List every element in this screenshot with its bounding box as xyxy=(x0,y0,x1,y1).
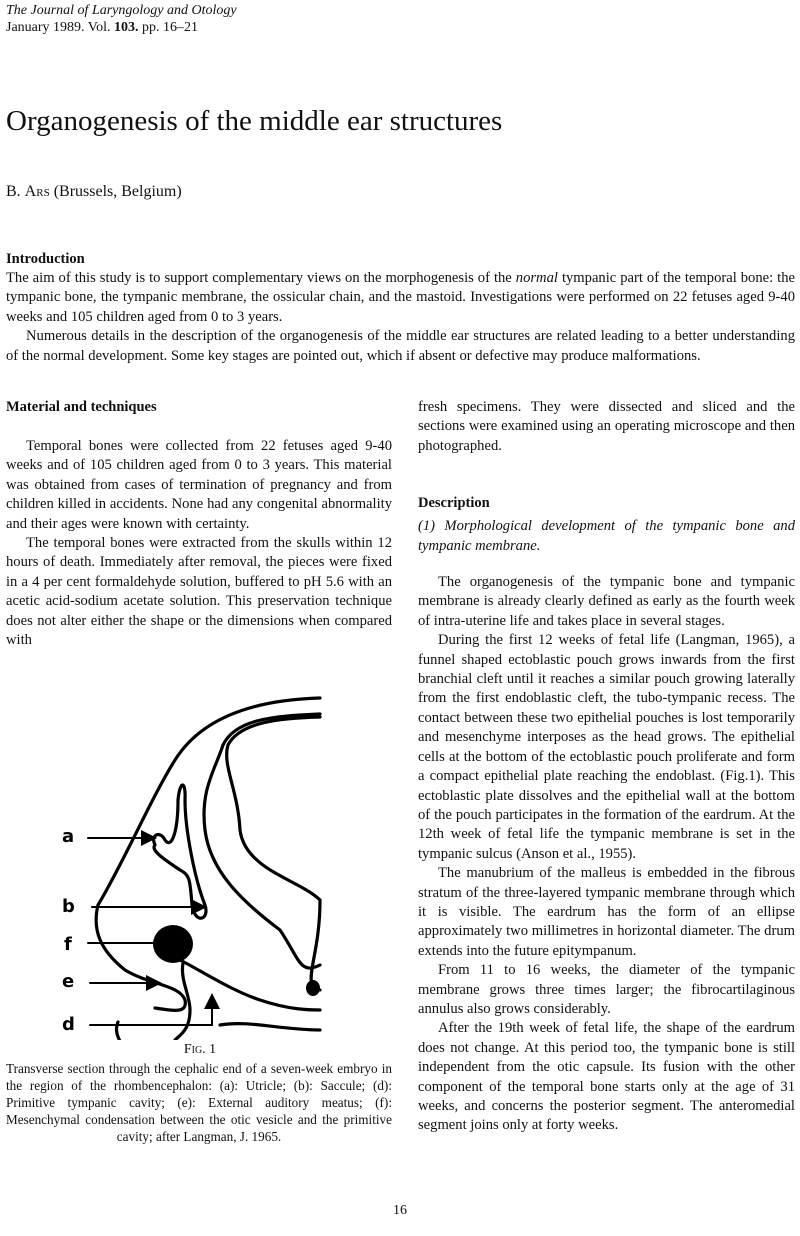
author-surname: Ars xyxy=(24,183,50,200)
page-number: 16 xyxy=(393,1203,407,1218)
paragraph: After the 19th week of fetal life, the shape of the eardrum does not change. At this period too, the tympanic bone is still independent from the otic capsule. Its fusion with the other component of the temporal bone starts only at the age of 31 weeks, and concerns the posterior segment. The anteromedial segment joins only at forty weeks. xyxy=(418,1020,795,1134)
issue-date: January 1989. Vol. xyxy=(6,20,114,35)
author-affiliation: (Brussels, Belgium) xyxy=(49,183,182,200)
paragraph: Numerous details in the description of the organogenesis of the middle ear structures are related leading to a better understanding of the normal development. Some key stages are pointed out, which if absent or defective may produce malformations. xyxy=(6,328,795,364)
text: The aim of this study is to support complementary views on the morphogenesis of the xyxy=(6,270,516,286)
journal-header xyxy=(6,2,237,36)
pages: pp. 16–21 xyxy=(138,20,198,35)
text: tympanic part of the temporal bone: the tympanic bone, the tympanic membrane, the ossicular chain, and the mastoid. Investigations were performed on 22 fetuses aged 9-40 weeks and 105 children aged from 0 to 3 years. xyxy=(6,270,795,325)
paragraph: The manubrium of the malleus is embedded in the fibrous stratum of the three-layered tympanic membrane through which it is visible. The eardrum has the form of an ellipse approximately two millimetres in horizontal diameter. The drum extends into the future epitympanum. xyxy=(418,865,795,959)
inner-contour-lower xyxy=(204,714,320,968)
emphasis: normal xyxy=(515,270,558,286)
dot-mark xyxy=(306,980,320,996)
section-heading: Introduction xyxy=(6,251,85,267)
mesenchymal-condensation xyxy=(153,925,193,963)
paragraph: During the first 12 weeks of fetal life (Langman, 1965), a funnel shaped ectoblastic pouch grows inwards from the first branchial cleft until it reaches a similar pouch growing laterally from the first endoblastic cleft, the tubo-tympanic recess. The contact between these two epithelial pouches is lost temporarily and mesenchyme interposes as the head grows. The epithelial cells at the bottom of the ectoblastic pouch proliferate and form a compact epithelial plate reaching the endoblast. (Fig.1). This ectoblastic plate dissolves and the epithelial wall at the bottom of the pouch participates in the formation of the eardrum. At the 12th week of fetal life the tympanic membrane is set in the tympanic sulcus (Anson et al., 1955). xyxy=(418,632,795,862)
journal-issue xyxy=(6,19,237,36)
author-initial: B. xyxy=(6,183,25,200)
section-heading: Material and techniques xyxy=(6,399,157,415)
lower-contour xyxy=(220,1024,320,1030)
paragraph: From 11 to 16 weeks, the diameter of the tympanic membrane grows three times larger; the fibrocartilaginous annulus also grows considerably. xyxy=(418,962,795,1017)
inner-contour-upper xyxy=(227,717,320,990)
introduction-section xyxy=(6,250,795,366)
paragraph: The organogenesis of the tympanic bone and tympanic membrane is already clearly defined as early as the fourth week of intra-uterine life and takes place in several stages. xyxy=(418,574,795,629)
paragraph: The temporal bones were extracted from the skulls within 12 hours of death. Immediately after removal, the pieces were fixed in a 4 per cent formaldehyde solution, buffered to pH 5.6 with an acetic acid-sodium acetate solution. This preservation technique does not alter either the shape or the dimensions when compared with xyxy=(6,535,392,649)
label-a: a xyxy=(62,826,75,847)
paragraph xyxy=(6,269,795,327)
section-heading: Description xyxy=(418,495,490,512)
label-b: b xyxy=(62,896,75,917)
figure-1-diagram xyxy=(40,680,380,1040)
label-e: e xyxy=(62,971,75,992)
volume: 103. xyxy=(113,20,139,35)
subsection-heading: (1) Morphological development of the tympanic bone and tympanic membrane. xyxy=(418,518,795,554)
figure-caption: Transverse section through the cephalic end of a seven-week embryo in the region of the rhombencephalon: (a): Utricle; (b): Saccule; (d): Primitive tympanic cavity; (e): External auditory meatus; (f): Mesenchymal condensation between the otic vesicle and the primitive cavity; after Langman, J. 1965. xyxy=(6,1061,392,1144)
label-f: f xyxy=(64,934,72,955)
paragraph: fresh specimens. They were dissected and sliced and the sections were examined using an operating microscope and then photographed. xyxy=(418,399,795,454)
author-line xyxy=(6,183,182,201)
figure-title: Fig. 1 xyxy=(183,1042,217,1057)
left-column xyxy=(6,398,392,650)
article-title: Organogenesis of the middle ear structures xyxy=(6,105,503,137)
label-d: d xyxy=(62,1014,75,1035)
journal-title: The Journal of Laryngology and Otology xyxy=(6,3,237,18)
meatus xyxy=(175,963,190,1040)
right-column xyxy=(418,398,795,1136)
utricle-saccule xyxy=(154,785,206,918)
tympanic-cavity xyxy=(180,960,320,1010)
outer-contour xyxy=(96,698,320,1010)
paragraph: Temporal bones were collected from 22 fetuses aged 9-40 weeks and of 105 children aged from 0 to 3 years. This material was obtained from cases of termination of pregnancy and from children killed in accidents. None had any congenital abnormality and their ages were known with certainty. xyxy=(6,438,392,532)
